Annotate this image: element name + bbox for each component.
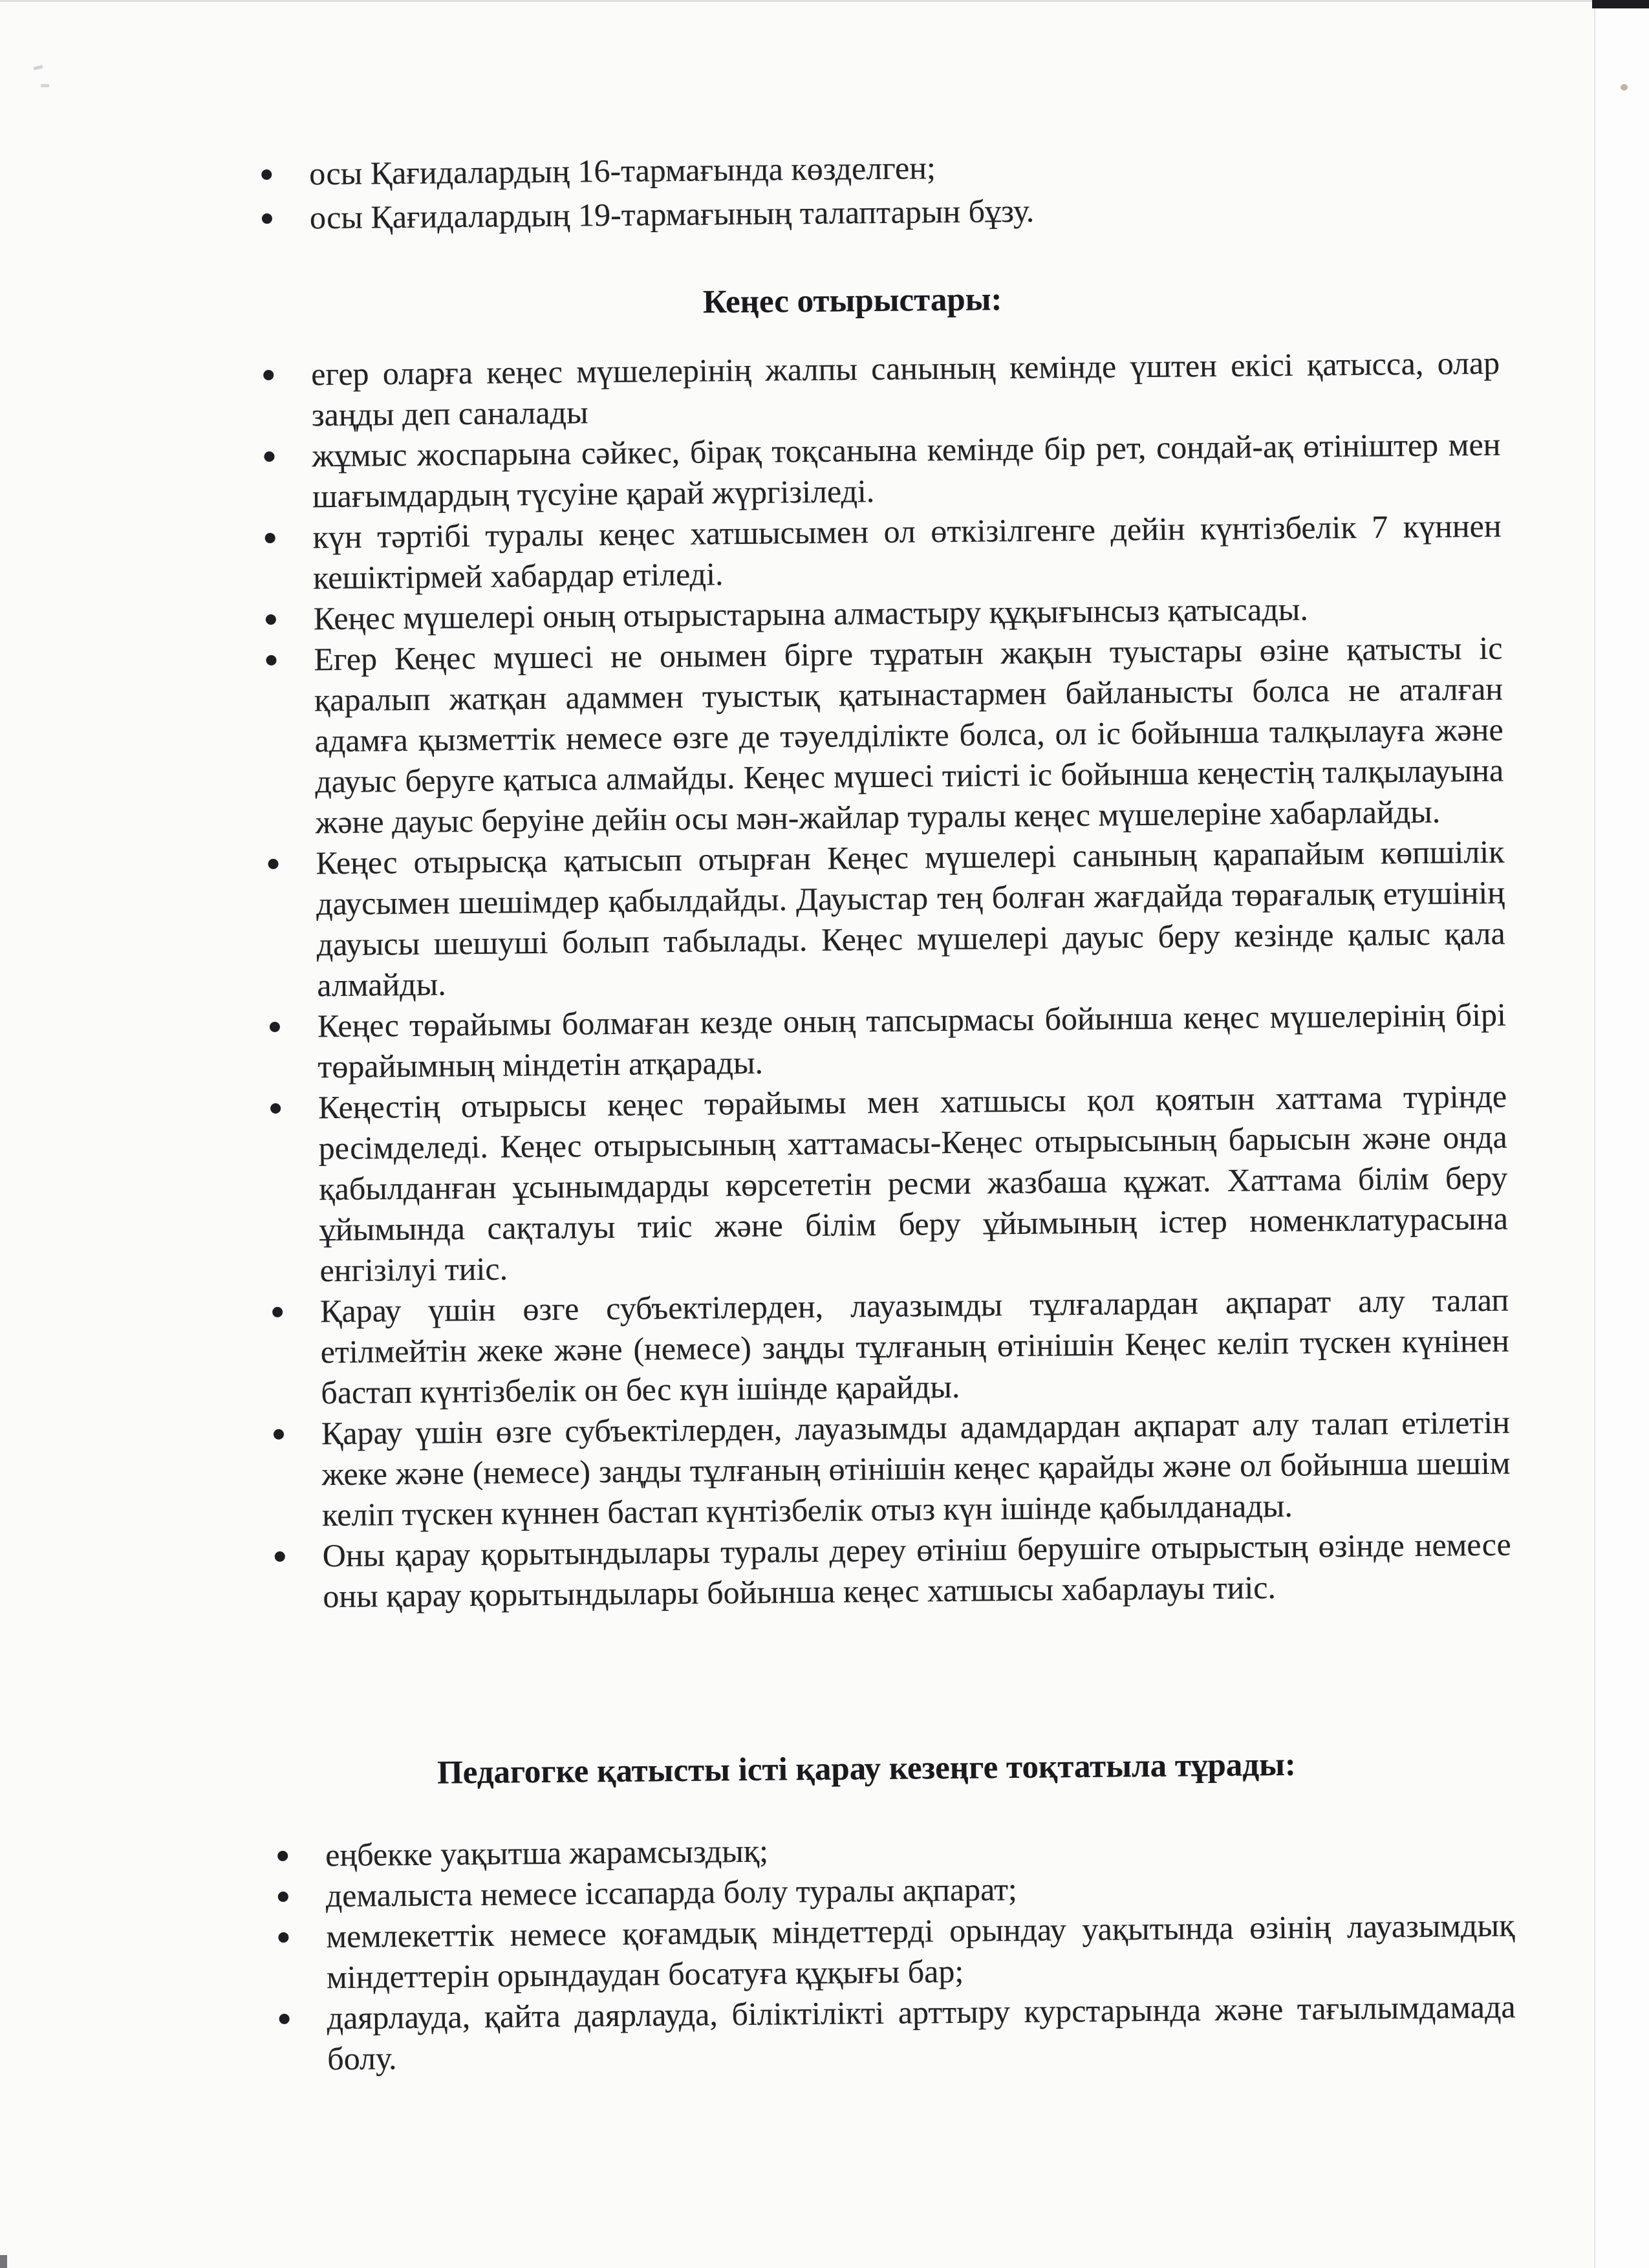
bullet-item: Кеңестің отырысы кеңес төрайымы мен хатшысы қол қоятын хаттама түрінде ресімделеді. Кеңес отырысының хаттамасы-Кеңес отырысының барысын және онда қабылданған ұсынымдарды көрсететін ресми жазбаша құжат. Хаттама білім беру ұйымында сақталуы тиіс және білім беру ұйымының істер номенклатурасына енгізілуі тиіс. xyxy=(318,1076,1509,1291)
bullet-item: Оны қарау қорытындылары туралы дереу өтініш берушіге отырыстың өзінде немесе оны қарау қорытындылары бойынша кеңес хатшысы хабарлауы тиіс. xyxy=(322,1524,1511,1617)
bullet-item: Кеңес мүшелері оның отырыстарына алмастыру құқығынсыз қатысады. xyxy=(314,587,1503,640)
council-sessions-bullet-list xyxy=(311,343,1512,1617)
scan-bottom-left-mark xyxy=(0,2255,7,2268)
bullet-item: Қарау үшін өзге субъектілерден, лауазымды адамдардан ақпарат алу талап етілетін жеке және (немесе) заңды тұлғаның өтінішін кеңес қарайды және ол бойынша шешім келіп түскен күннен бастап күнтізбелік отыз күн ішінде қабылданады. xyxy=(321,1402,1511,1536)
section-heading-council-sessions: Кеңес отырыстары: xyxy=(702,281,1002,321)
bullet-item: демалыста немесе іссапарда болу туралы ақпарат; xyxy=(326,1864,1515,1917)
bullet-item: Егер Кеңес мүшесі не онымен бірге тұратын жақын туыстары өзіне қатысты іс қаралып жатқан адаммен туыстық қатынастармен байланысты болса не аталған адамға қызметтік немесе өзге де тәуелділікте болса, ол іс бойынша талқылауға және дауыс беруге қатыса алмайды. Кеңес мүшесі тиісті іс бойынша кеңестің талқылауына және дауыс беруіне дейін осы мән-жайлар туралы кеңес мүшелеріне хабарлайды. xyxy=(314,628,1504,843)
section-heading-pedagog-case-suspension: Педагогке қатысты істі қарау кезеңге тоқтатыла тұрады: xyxy=(436,1746,1297,1791)
bullet-item: осы Қағидалардың 19-тармағының талаптарын бұзу. xyxy=(310,186,1499,239)
bullet-item: даярлауда, қайта даярлауда, біліктілікті арттыру курстарында және тағылымдамада болу. xyxy=(327,1987,1516,2080)
bullet-item: егер оларға кеңес мүшелерінің жалпы санының кемінде үштен екісі қатысса, олар заңды деп саналады xyxy=(311,343,1500,436)
suspension-bullet-list xyxy=(325,1824,1516,2080)
bullet-item: Қарау үшін өзге субъектілерден, лауазымды тұлғалардан ақпарат алу талап етілмейтін жеке және (немесе) заңды тұлғаның өтінішін Кеңес келіп түскен күнінен бастап күнтізбелік он бес күн ішінде қарайды. xyxy=(320,1280,1510,1414)
bullet-item: мемлекеттік немесе қоғамдық міндеттерді орындау уақытында өзінің лауазымдық міндеттерін орындаудан босатуға құқығы бар; xyxy=(326,1905,1515,1998)
bullet-item: күн тәртібі туралы кеңес хатшысымен ол өткізілгенге дейін күнтізбелік 7 күннен кешіктірмей хабардар етіледі. xyxy=(312,506,1502,599)
bullet-item: Кеңес төрайымы болмаған кезде оның тапсырмасы бойынша кеңес мүшелерінің бірі төрайымның міндетін атқарады. xyxy=(318,995,1507,1088)
top-bullet-list xyxy=(309,142,1498,242)
bullet-item: еңбекке уақытша жарамсыздық; xyxy=(325,1824,1514,1876)
bullet-item: жұмыс жоспарына сәйкес, бірақ тоқсанына кемінде бір рет, сондай-ақ өтініштер мен шағымдардың түсуіне қарай жүргізіледі. xyxy=(312,424,1501,517)
bullet-item: осы Қағидалардың 16-тармағында көзделген; xyxy=(309,142,1498,195)
bullet-item: Кеңес отырысқа қатысып отырған Кеңес мүшелері санының қарапайым көпшілік даусымен шешімдер қабылдайды. Дауыстар тең болған жағдайда төрағалық етушінің дауысы шешуші болып табылады. Кеңес мүшелері дауыс беру кезінде қалыс қала алмайды. xyxy=(316,832,1505,1006)
